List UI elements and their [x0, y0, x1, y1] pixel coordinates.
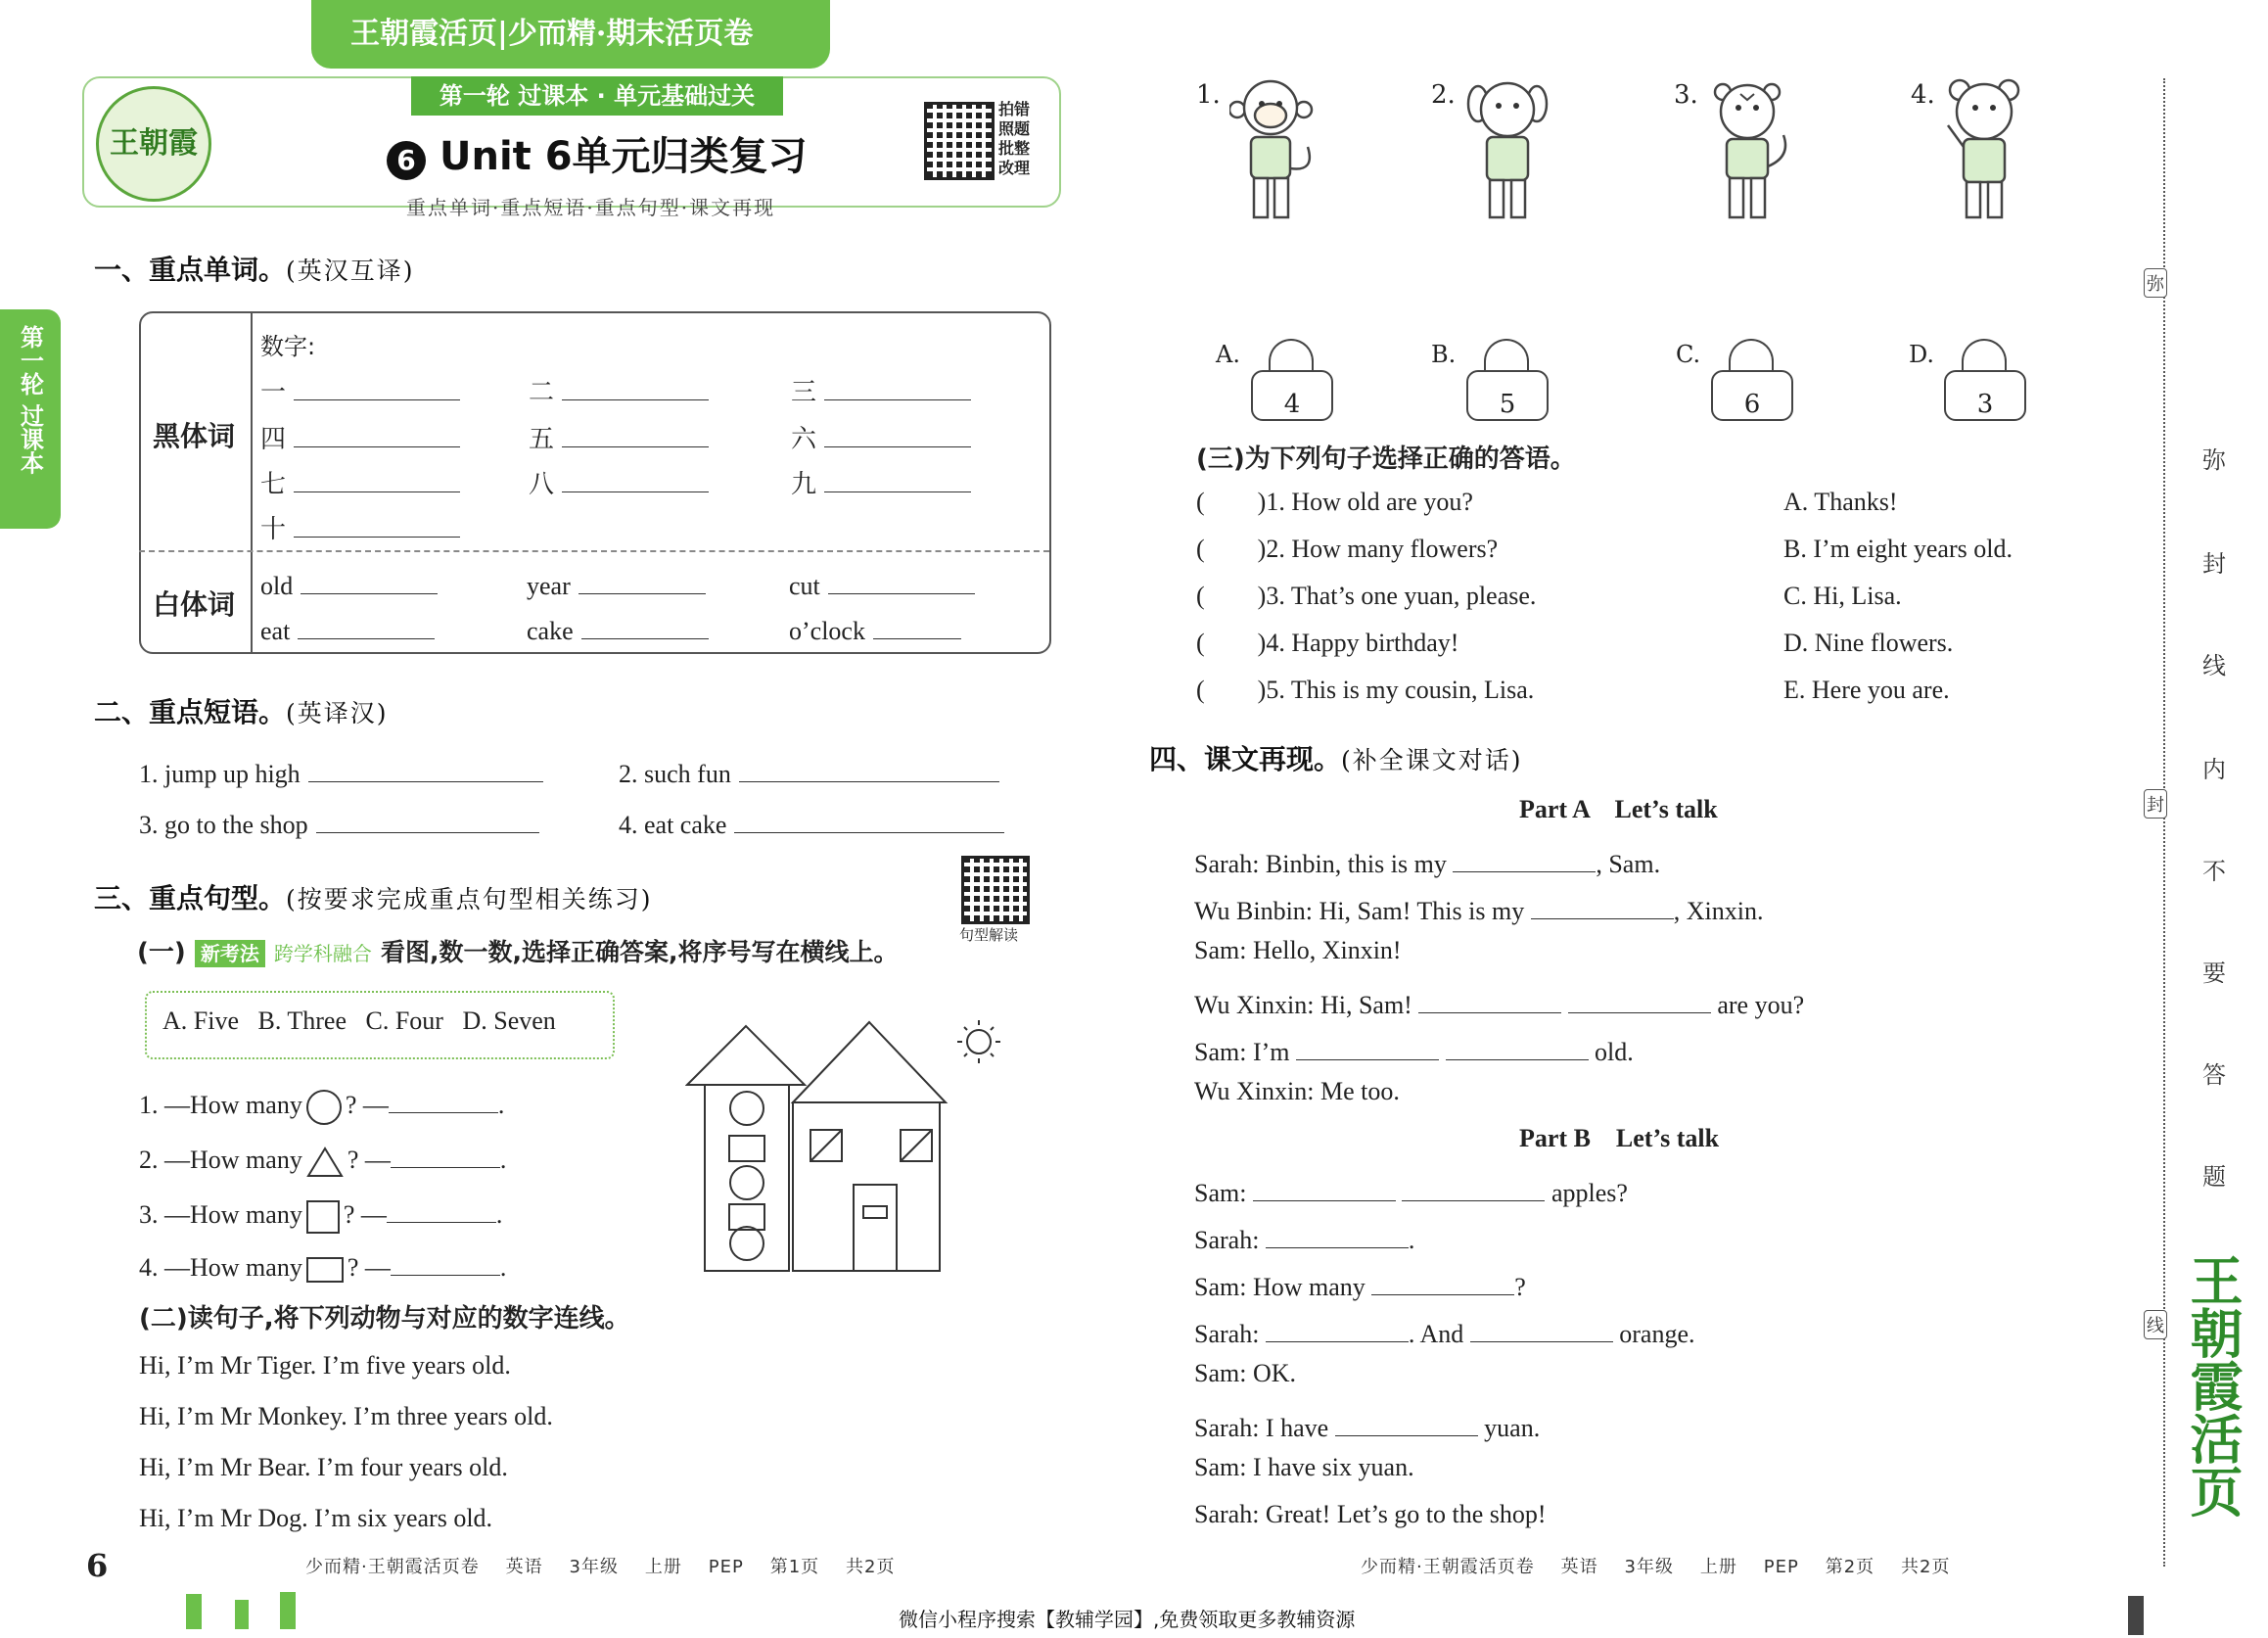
question-end: .	[495, 1200, 503, 1229]
answer-blank[interactable]	[824, 370, 971, 400]
dialogue-text: orange.	[1619, 1320, 1695, 1348]
answer-blank[interactable]	[1402, 1171, 1545, 1201]
count-question	[139, 1193, 502, 1234]
vocab-item	[789, 609, 961, 646]
footer-info-left: 少而精·王朝霞活页卷 英语 3年级 上册 PEP 第1页 共2页	[305, 1557, 896, 1577]
answer-blank[interactable]	[828, 564, 975, 594]
answer-blank[interactable]	[562, 370, 709, 400]
dialogue-line	[1194, 1312, 1695, 1349]
vocab-item	[789, 564, 975, 601]
vocab-word: cut	[789, 572, 820, 600]
brand-banner-text: 王朝霞活页|少而精·期末活页卷	[350, 17, 754, 51]
vocab-item	[260, 609, 435, 646]
match-answer: A. Thanks!	[1783, 488, 1898, 516]
part-a-title: Part A Let’s talk	[1519, 795, 1718, 823]
brand-vertical: 王朝霞活页	[2182, 1253, 2245, 1518]
seal-char: 答	[2202, 1061, 2226, 1089]
dialogue-line	[1194, 842, 1660, 879]
question-text: 4. —How many	[139, 1253, 302, 1282]
part1-prefix: (一)	[137, 938, 186, 967]
part1-instruction: 看图,数一数,选择正确答案,将序号写在横线上。	[380, 938, 899, 966]
vocab-item	[791, 417, 971, 455]
match-answer: E. Here you are.	[1783, 676, 1950, 704]
dialogue-text: are you?	[1717, 991, 1805, 1019]
animal-number: 3.	[1674, 80, 1698, 110]
rectangle-icon	[306, 1257, 344, 1283]
tiger-icon	[1703, 78, 1793, 225]
answer-blank[interactable]	[387, 1193, 496, 1223]
dialogue-text: Wu Xinxin: Hi, Sam!	[1194, 991, 1412, 1019]
phrase-text: 1. jump up high	[139, 760, 301, 788]
vocab-word: 九	[791, 470, 817, 499]
lock-number: 3	[1976, 390, 1994, 419]
footer-ad: 微信小程序搜索【教辅学园】,免费领取更多教辅资源	[899, 1608, 1356, 1631]
vocab-item	[260, 462, 460, 500]
vocab-word: 十	[260, 515, 287, 544]
match-answer: C. Hi, Lisa.	[1783, 582, 1902, 610]
plain-words-label: 白体词	[153, 588, 236, 621]
question-end: .	[499, 1146, 507, 1174]
vocab-item	[529, 417, 709, 455]
answer-blank[interactable]	[824, 462, 971, 492]
dialogue-line	[1194, 889, 1763, 926]
lock-icon-shackle	[1269, 339, 1314, 374]
answer-blank[interactable]	[1371, 1265, 1514, 1295]
answer-blank[interactable]	[1531, 889, 1674, 919]
dialogue-line	[1194, 1406, 1540, 1443]
lock-letter: C.	[1676, 341, 1701, 368]
animal-number: 2.	[1431, 80, 1456, 110]
phrase-text: 2. such fun	[619, 760, 731, 788]
question-mark: ? —	[347, 1146, 391, 1174]
lock-icon	[1711, 370, 1793, 421]
new-method-tag: 新考法	[195, 940, 265, 967]
seal-char: 不	[2202, 858, 2226, 885]
vocab-word: 四	[260, 425, 287, 454]
vocab-item	[260, 370, 460, 408]
numbers-heading: 数字:	[260, 333, 316, 360]
question-end: .	[499, 1253, 507, 1282]
binding-line	[2163, 78, 2165, 1567]
binding-mark: 封	[2144, 789, 2167, 819]
dialogue-line	[1194, 1218, 1414, 1255]
answer-blank[interactable]	[391, 1138, 500, 1168]
round-label: 第一轮 过课本 · 单元基础过关	[439, 82, 756, 110]
question-text: 1. —How many	[139, 1091, 302, 1119]
section4-title-text: 四、课文再现。	[1149, 743, 1342, 775]
animal-sentence: Hi, I’m Mr Monkey. I’m three years old.	[139, 1402, 553, 1430]
match-answer: B. I’m eight years old.	[1783, 535, 2013, 563]
answer-blank[interactable]	[1470, 1312, 1613, 1342]
part3-title: (三)为下列句子选择正确的答语。	[1196, 445, 1576, 474]
vocab-item	[260, 507, 460, 545]
answer-blank[interactable]	[1446, 1030, 1589, 1060]
animal-sentence: Hi, I’m Mr Bear. I’m four years old.	[139, 1453, 508, 1481]
logo-text: 王朝霞	[110, 126, 198, 161]
match-question: ( )1. How old are you?	[1196, 488, 1473, 516]
answer-blank[interactable]	[294, 370, 460, 400]
qr-caption: 句型解读	[959, 926, 1019, 944]
vocab-divider-h	[139, 550, 1049, 552]
answer-blank[interactable]	[581, 609, 709, 639]
dialogue-text: Sarah: I have	[1194, 1414, 1329, 1442]
lock-number: 5	[1499, 390, 1516, 419]
lock-letter: B.	[1431, 341, 1457, 368]
answer-blank[interactable]	[579, 564, 706, 594]
vocab-word: 二	[529, 378, 555, 407]
answer-blank[interactable]	[391, 1245, 500, 1276]
page-subtitle: 重点单词·重点短语·重点句型·课文再现	[406, 196, 776, 219]
dialogue-text: Wu Binbin: Hi, Sam! This is my	[1194, 897, 1525, 925]
vocab-item	[791, 370, 971, 408]
phrase-text: 4. eat cake	[619, 811, 727, 839]
animal-number: 1.	[1196, 80, 1221, 110]
seal-char: 要	[2202, 959, 2226, 987]
match-question: ( )4. Happy birthday!	[1196, 629, 1459, 657]
lock-icon-shackle	[1484, 339, 1529, 374]
lock-icon	[1251, 370, 1333, 421]
match-question: ( )5. This is my cousin, Lisa.	[1196, 676, 1535, 704]
answer-blank[interactable]	[562, 417, 709, 447]
dialogue-line: Sam: Hello, Xinxin!	[1194, 936, 1402, 964]
section2-hint: (英译汉)	[286, 699, 389, 727]
lock-number: 6	[1743, 390, 1761, 419]
seal-char: 封	[2202, 550, 2226, 578]
dialogue-text: Sam: I’m	[1194, 1038, 1290, 1066]
dialogue-line: Wu Xinxin: Me too.	[1194, 1077, 1400, 1105]
count-question	[139, 1245, 506, 1283]
phrase-item	[139, 803, 539, 840]
answer-blank[interactable]	[824, 417, 971, 447]
section3-title-text: 三、重点句型。	[94, 882, 287, 914]
dialogue-text: .	[1408, 1226, 1415, 1254]
answer-blank[interactable]	[308, 752, 543, 782]
unit-number-badge: 6	[387, 141, 426, 180]
vocab-item	[529, 370, 709, 408]
question-text: )2. How many flowers?	[1257, 535, 1499, 563]
vocab-word: 三	[791, 378, 817, 407]
dialogue-text: yuan.	[1484, 1414, 1541, 1442]
side-tab	[0, 309, 61, 529]
section3-title	[94, 877, 653, 916]
side-tab-label: 第一轮 过课本	[16, 325, 44, 475]
seal-char: 内	[2202, 756, 2226, 783]
dialogue-text: Sarah:	[1194, 1226, 1260, 1254]
answer-blank[interactable]	[1266, 1218, 1409, 1248]
question-text: )1. How old are you?	[1257, 488, 1473, 516]
vocab-word: 一	[260, 378, 287, 407]
answer-blank[interactable]	[562, 462, 709, 492]
binding-mark: 线	[2144, 1310, 2167, 1339]
dialogue-text: Sam: How many	[1194, 1273, 1365, 1301]
qr-code-icon[interactable]	[924, 102, 995, 180]
phrase-text: 3. go to the shop	[139, 811, 308, 839]
count-question	[139, 1083, 504, 1125]
answer-blank[interactable]	[298, 609, 435, 639]
lock-letter: A.	[1216, 341, 1240, 368]
triangle-icon	[306, 1147, 344, 1178]
section4-hint: (补全课文对话)	[1341, 746, 1523, 774]
page-title	[387, 125, 808, 181]
answer-blank[interactable]	[873, 609, 961, 639]
page-number: 6	[86, 1547, 109, 1584]
animal-sentence: Hi, I’m Mr Dog. I’m six years old.	[139, 1504, 493, 1532]
seal-char: 线	[2202, 652, 2226, 679]
animal-number: 4.	[1911, 80, 1935, 110]
question-text: )5. This is my cousin, Lisa.	[1257, 676, 1535, 704]
dialogue-line	[1194, 1265, 1526, 1302]
dialogue-text: Sarah: Binbin, this is my	[1194, 850, 1447, 878]
dog-icon	[1462, 78, 1552, 225]
section1-title	[94, 249, 415, 288]
answer-blank[interactable]	[294, 462, 460, 492]
dialogue-text: , Xinxin.	[1673, 897, 1764, 925]
answer-blank[interactable]	[389, 1083, 498, 1113]
lock-icon-shackle	[1729, 339, 1774, 374]
dialogue-text: . And	[1408, 1320, 1464, 1348]
part2-title: (二)读句子,将下列动物与对应的数字连线。	[139, 1304, 630, 1334]
question-text: )4. Happy birthday!	[1257, 629, 1459, 657]
dialogue-line: Sam: I have six yuan.	[1194, 1453, 1414, 1481]
decor-bar	[280, 1592, 296, 1629]
vocab-word: cake	[527, 617, 574, 645]
brand-logo	[96, 86, 211, 202]
vocab-word: year	[527, 572, 571, 600]
dialogue-line	[1194, 1171, 1628, 1208]
dialogue-text: Sam:	[1194, 1179, 1247, 1207]
unit-title-text: Unit 6单元归类复习	[440, 134, 808, 179]
question-text: 3. —How many	[139, 1200, 302, 1229]
monkey-icon	[1229, 78, 1318, 225]
qr-code-icon[interactable]	[961, 856, 1030, 924]
answer-blank[interactable]	[1266, 1312, 1409, 1342]
question-text: )3. That’s one yuan, please.	[1257, 582, 1537, 610]
question-mark: ? —	[343, 1200, 387, 1229]
lock-icon	[1466, 370, 1549, 421]
vocab-word: 五	[529, 425, 555, 454]
lock-letter: D.	[1909, 341, 1935, 368]
answer-blank[interactable]	[1253, 1171, 1396, 1201]
decor-bar	[235, 1600, 249, 1629]
section1-hint: (英汉互译)	[286, 257, 415, 285]
dialogue-line	[1194, 983, 1804, 1020]
brand-banner	[311, 0, 830, 69]
dialogue-line: Sam: OK.	[1194, 1359, 1296, 1387]
match-question: ( )3. That’s one yuan, please.	[1196, 582, 1537, 610]
qr-caption: 拍错照题批整改理	[998, 100, 1031, 177]
answer-blank[interactable]	[739, 752, 999, 782]
dialogue-line	[1194, 1030, 1634, 1067]
options-text: A. Five B. Three C. Four D. Seven	[162, 1006, 556, 1035]
animal-sentence: Hi, I’m Mr Tiger. I’m five years old.	[139, 1351, 511, 1380]
dialogue-text: , Sam.	[1596, 850, 1661, 878]
vocab-divider	[251, 311, 253, 652]
answer-blank[interactable]	[1335, 1406, 1478, 1436]
dialogue-line: Sarah: Great! Let’s go to the shop!	[1194, 1500, 1547, 1528]
binding-mark: 弥	[2144, 268, 2167, 298]
lock-icon-shackle	[1962, 339, 2007, 374]
footer-info-right: 少而精·王朝霞活页卷 英语 3年级 上册 PEP 第2页 共2页	[1361, 1557, 1951, 1577]
lock-number: 4	[1283, 390, 1301, 419]
phrase-item	[139, 752, 543, 789]
answer-blank[interactable]	[734, 803, 1004, 833]
question-mark: ? —	[347, 1253, 391, 1282]
part1-heading	[137, 932, 898, 968]
dialogue-text: apples?	[1551, 1179, 1628, 1207]
match-question: ( )2. How many flowers?	[1196, 535, 1499, 563]
section2-title-text: 二、重点短语。	[94, 696, 287, 728]
vocab-word: o’clock	[789, 617, 865, 645]
dialogue-text: ?	[1514, 1273, 1526, 1301]
part-b-title: Part B Let’s talk	[1519, 1124, 1720, 1152]
round-banner	[411, 76, 783, 116]
vocab-item	[529, 462, 709, 500]
match-answer: D. Nine flowers.	[1783, 629, 1954, 657]
bear-icon	[1940, 78, 2030, 225]
vocab-item	[527, 564, 706, 601]
vocab-item	[260, 564, 438, 601]
dialogue-text: old.	[1595, 1038, 1634, 1066]
section2-title	[94, 691, 389, 730]
section3-hint: (按要求完成重点句型相关练习)	[286, 885, 653, 913]
question-end: .	[497, 1091, 505, 1119]
decor-bar	[2128, 1596, 2144, 1635]
vocab-word: 七	[260, 470, 287, 499]
square-icon	[306, 1200, 340, 1234]
vocab-word: 六	[791, 425, 817, 454]
answer-blank[interactable]	[1296, 1030, 1439, 1060]
phrase-item	[619, 752, 999, 789]
count-question	[139, 1138, 506, 1178]
vocab-item	[260, 417, 460, 455]
seal-char: 题	[2202, 1163, 2226, 1191]
answer-blank[interactable]	[1418, 983, 1561, 1013]
vocab-word: old	[260, 572, 294, 600]
circle-icon	[306, 1090, 342, 1125]
question-text: 2. —How many	[139, 1146, 302, 1174]
vocab-word: 八	[529, 470, 555, 499]
answer-blank[interactable]	[301, 564, 438, 594]
section1-title-text: 一、重点单词。	[94, 254, 287, 286]
answer-blank[interactable]	[294, 507, 460, 538]
dialogue-text: Sarah:	[1194, 1320, 1260, 1348]
bold-words-label: 黑体词	[153, 420, 236, 452]
answer-blank[interactable]	[1453, 842, 1596, 872]
answer-blank[interactable]	[316, 803, 539, 833]
question-mark: ? —	[345, 1091, 389, 1119]
answer-blank[interactable]	[1568, 983, 1711, 1013]
section4-title	[1149, 738, 1523, 777]
lock-icon	[1944, 370, 2026, 421]
vocab-word: eat	[260, 617, 291, 645]
phrase-item	[619, 803, 1004, 840]
answer-blank[interactable]	[294, 417, 460, 447]
seal-char: 弥	[2202, 446, 2226, 474]
vocab-item	[527, 609, 709, 646]
vocab-item	[791, 462, 971, 500]
cross-subject-tag: 跨学科融合	[273, 942, 372, 965]
houses-picture	[685, 1014, 1018, 1279]
decor-bar	[186, 1594, 202, 1629]
